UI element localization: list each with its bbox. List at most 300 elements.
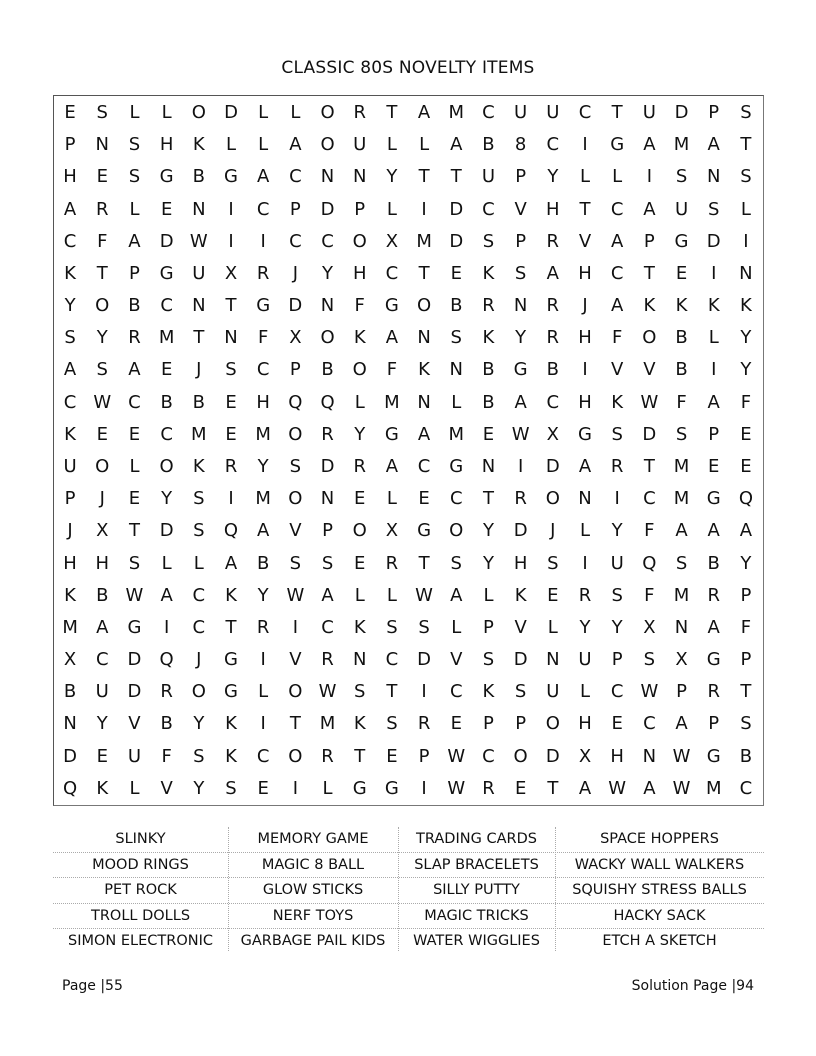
grid-letter[interactable]: A [578, 456, 592, 477]
grid-letter[interactable]: U [642, 102, 656, 123]
grid-letter[interactable]: N [417, 391, 431, 413]
grid-letter[interactable]: T [193, 327, 205, 349]
grid-letter[interactable]: W [672, 745, 691, 767]
grid-letter[interactable]: D [513, 649, 528, 671]
grid-letter[interactable]: S [482, 230, 495, 252]
grid-letter[interactable]: C [192, 584, 206, 606]
grid-letter[interactable]: M [673, 584, 690, 606]
grid-letter[interactable]: C [256, 359, 270, 381]
grid-letter[interactable]: L [579, 166, 591, 188]
grid-letter[interactable]: C [610, 198, 624, 220]
grid-letter[interactable]: Y [322, 262, 334, 284]
grid-letter[interactable]: C [321, 230, 334, 252]
grid-letter[interactable]: C [289, 166, 302, 188]
grid-letter[interactable]: M [255, 488, 271, 510]
grid-letter[interactable]: G [159, 262, 174, 284]
grid-letter[interactable]: T [643, 456, 655, 477]
grid-letter[interactable]: I [711, 262, 717, 284]
grid-letter[interactable]: J [99, 488, 105, 510]
grid-letter[interactable]: I [260, 230, 266, 252]
grid-letter[interactable]: I [582, 134, 588, 156]
grid-letter[interactable]: A [578, 777, 592, 799]
grid-letter[interactable]: E [675, 262, 688, 284]
grid-letter[interactable]: A [643, 777, 656, 799]
grid-letter[interactable]: G [706, 488, 721, 510]
grid-letter[interactable]: B [321, 359, 334, 381]
grid-letter[interactable]: S [128, 552, 141, 574]
grid-letter[interactable]: X [63, 649, 77, 671]
grid-letter[interactable]: X [96, 520, 109, 542]
grid-letter[interactable]: Y [96, 713, 108, 735]
grid-letter[interactable]: E [64, 102, 76, 123]
grid-letter[interactable]: A [643, 134, 656, 156]
grid-letter[interactable]: V [289, 520, 302, 542]
grid-letter[interactable]: I [614, 488, 620, 510]
grid-letter[interactable]: H [513, 552, 528, 574]
grid-letter[interactable]: O [352, 359, 367, 381]
grid-letter[interactable]: D [127, 649, 142, 671]
grid-letter[interactable]: U [610, 552, 624, 574]
grid-letter[interactable]: H [578, 713, 592, 735]
grid-letter[interactable]: R [546, 327, 560, 349]
grid-letter[interactable]: T [418, 166, 430, 188]
grid-letter[interactable]: B [160, 391, 173, 413]
grid-letter[interactable]: N [481, 456, 496, 477]
grid-letter[interactable]: H [352, 262, 367, 284]
grid-letter[interactable]: S [675, 166, 688, 188]
grid-letter[interactable]: W [189, 230, 208, 252]
grid-letter[interactable]: O [352, 230, 367, 252]
grid-letter[interactable]: A [611, 295, 624, 317]
grid-letter[interactable]: I [517, 456, 524, 477]
grid-letter[interactable]: Q [288, 391, 303, 413]
grid-letter[interactable]: G [224, 681, 238, 703]
grid-letter[interactable]: D [642, 423, 657, 445]
grid-letter[interactable]: C [417, 456, 431, 477]
grid-letter[interactable]: E [96, 745, 108, 767]
grid-letter[interactable]: D [545, 745, 560, 767]
grid-letter[interactable]: R [256, 616, 270, 638]
grid-letter[interactable]: S [611, 584, 623, 606]
grid-letter[interactable]: L [129, 777, 140, 799]
grid-letter[interactable]: W [447, 777, 466, 799]
grid-letter[interactable]: B [96, 584, 109, 606]
grid-letter[interactable]: H [159, 134, 174, 156]
grid-letter[interactable]: Y [740, 327, 752, 349]
grid-letter[interactable]: D [159, 520, 174, 542]
grid-letter[interactable]: U [514, 102, 528, 123]
grid-letter[interactable]: A [63, 359, 77, 381]
grid-letter[interactable]: N [513, 295, 528, 317]
grid-letter[interactable]: S [128, 134, 141, 156]
grid-letter[interactable]: R [321, 649, 334, 671]
grid-letter[interactable]: D [417, 649, 432, 671]
grid-letter[interactable]: M [255, 423, 271, 445]
grid-letter[interactable]: M [673, 134, 690, 156]
grid-letter[interactable]: E [740, 423, 752, 445]
grid-letter[interactable]: W [447, 745, 466, 767]
grid-letter[interactable]: F [611, 327, 623, 349]
grid-letter[interactable]: B [482, 391, 495, 413]
grid-letter[interactable]: X [675, 649, 688, 671]
grid-letter[interactable]: C [449, 488, 463, 510]
grid-letter[interactable]: A [160, 584, 173, 606]
grid-letter[interactable]: L [161, 102, 172, 123]
grid-letter[interactable]: O [545, 488, 560, 510]
grid-letter[interactable]: W [286, 584, 305, 606]
grid-letter[interactable]: L [579, 520, 591, 542]
grid-letter[interactable]: Y [386, 166, 398, 188]
grid-letter[interactable]: E [547, 584, 559, 606]
grid-letter[interactable]: O [320, 102, 335, 123]
grid-letter[interactable]: P [708, 423, 720, 445]
grid-letter[interactable]: C [739, 777, 753, 799]
grid-letter[interactable]: E [611, 713, 623, 735]
grid-letter[interactable]: T [225, 616, 237, 638]
grid-letter[interactable]: S [740, 713, 752, 735]
grid-letter[interactable]: A [96, 616, 109, 638]
grid-letter[interactable]: G [449, 456, 464, 477]
grid-letter[interactable]: C [610, 262, 624, 284]
grid-letter[interactable]: X [643, 616, 656, 638]
grid-letter[interactable]: K [707, 295, 720, 317]
grid-letter[interactable]: X [289, 327, 302, 349]
grid-letter[interactable]: S [64, 327, 76, 349]
grid-letter[interactable]: M [673, 456, 690, 477]
grid-letter[interactable]: O [513, 745, 528, 767]
grid-letter[interactable]: Q [62, 777, 78, 799]
grid-letter[interactable]: I [582, 359, 588, 381]
grid-letter[interactable]: C [482, 198, 495, 220]
grid-letter[interactable]: B [160, 713, 173, 735]
grid-letter[interactable]: T [418, 552, 430, 574]
grid-letter[interactable]: P [515, 166, 527, 188]
grid-letter[interactable]: T [611, 102, 623, 123]
grid-letter[interactable]: W [415, 584, 433, 606]
grid-letter[interactable]: R [546, 295, 560, 317]
grid-letter[interactable]: V [643, 359, 656, 381]
grid-letter[interactable]: R [707, 584, 720, 606]
grid-letter[interactable]: G [224, 649, 238, 671]
grid-letter[interactable]: C [482, 102, 495, 123]
grid-letter[interactable]: W [318, 681, 337, 703]
grid-letter[interactable]: A [450, 584, 463, 606]
grid-letter[interactable]: N [192, 295, 206, 317]
grid-letter[interactable]: O [288, 681, 303, 703]
grid-letter[interactable]: M [191, 423, 207, 445]
grid-letter[interactable]: L [129, 456, 140, 477]
grid-letter[interactable]: P [354, 198, 366, 220]
grid-letter[interactable]: S [354, 681, 366, 703]
grid-letter[interactable]: N [63, 713, 77, 735]
grid-letter[interactable]: H [63, 552, 77, 574]
grid-letter[interactable]: A [128, 230, 141, 252]
grid-letter[interactable]: V [611, 359, 624, 381]
grid-letter[interactable]: G [384, 423, 399, 445]
grid-letter[interactable]: F [740, 391, 752, 413]
grid-letter[interactable]: E [128, 423, 141, 445]
grid-letter[interactable]: T [450, 166, 462, 188]
grid-letter[interactable]: E [225, 423, 237, 445]
grid-letter[interactable]: N [95, 134, 109, 156]
grid-letter[interactable]: N [417, 327, 431, 349]
grid-letter[interactable]: O [95, 456, 110, 477]
grid-letter[interactable]: S [675, 552, 688, 574]
grid-letter[interactable]: D [224, 102, 238, 123]
grid-letter[interactable]: Q [159, 649, 174, 671]
grid-letter[interactable]: C [128, 391, 141, 413]
grid-letter[interactable]: T [579, 198, 591, 220]
grid-letter[interactable]: D [288, 295, 303, 317]
grid-letter[interactable]: A [128, 359, 141, 381]
grid-letter[interactable]: L [193, 552, 204, 574]
grid-letter[interactable]: T [547, 777, 559, 799]
grid-letter[interactable]: K [353, 616, 366, 638]
grid-letter[interactable]: A [321, 584, 334, 606]
grid-letter[interactable]: V [160, 777, 173, 799]
grid-letter[interactable]: S [418, 616, 430, 638]
grid-letter[interactable]: L [386, 198, 397, 220]
grid-letter[interactable]: C [95, 649, 109, 671]
grid-letter[interactable]: P [418, 745, 430, 767]
grid-letter[interactable]: A [417, 102, 431, 123]
grid-letter[interactable]: E [160, 198, 173, 220]
grid-letter[interactable]: L [161, 552, 172, 574]
grid-letter[interactable]: K [418, 359, 430, 381]
grid-letter[interactable]: R [96, 198, 109, 220]
grid-letter[interactable]: O [288, 423, 303, 445]
grid-letter[interactable]: F [644, 520, 655, 542]
grid-letter[interactable]: R [482, 777, 495, 799]
grid-letter[interactable]: L [129, 102, 140, 123]
grid-letter[interactable]: M [416, 230, 432, 252]
grid-letter[interactable]: K [225, 745, 237, 767]
grid-letter[interactable]: G [417, 520, 432, 542]
grid-letter[interactable]: F [161, 745, 172, 767]
grid-letter[interactable]: S [289, 456, 302, 477]
grid-letter[interactable]: P [483, 713, 494, 735]
grid-letter[interactable]: K [96, 777, 109, 799]
grid-letter[interactable]: D [320, 456, 335, 477]
grid-letter[interactable]: U [353, 134, 367, 156]
grid-letter[interactable]: S [193, 520, 205, 542]
grid-letter[interactable]: B [482, 359, 495, 381]
grid-letter[interactable]: L [258, 681, 269, 703]
grid-letter[interactable]: U [674, 198, 689, 220]
grid-letter[interactable]: O [191, 681, 206, 703]
grid-letter[interactable]: M [158, 327, 175, 349]
grid-letter[interactable]: I [228, 488, 234, 510]
grid-letter[interactable]: T [96, 262, 108, 284]
grid-letter[interactable]: I [421, 777, 427, 799]
grid-letter[interactable]: G [578, 423, 592, 445]
grid-letter[interactable]: O [288, 745, 303, 767]
grid-letter[interactable]: N [352, 649, 367, 671]
grid-letter[interactable]: X [224, 262, 238, 284]
grid-letter[interactable]: P [289, 198, 301, 220]
grid-letter[interactable]: L [740, 198, 751, 220]
grid-letter[interactable]: A [546, 262, 559, 284]
grid-letter[interactable]: Q [320, 391, 335, 413]
grid-letter[interactable]: J [582, 295, 588, 317]
grid-letter[interactable]: R [578, 584, 592, 606]
grid-letter[interactable]: G [352, 777, 367, 799]
grid-letter[interactable]: E [354, 552, 366, 574]
grid-letter[interactable]: L [483, 584, 494, 606]
grid-letter[interactable]: S [450, 327, 462, 349]
grid-letter[interactable]: A [707, 616, 720, 638]
grid-letter[interactable]: R [224, 456, 238, 477]
grid-letter[interactable]: K [192, 134, 205, 156]
grid-letter[interactable]: A [514, 391, 527, 413]
grid-letter[interactable]: N [320, 166, 335, 188]
grid-letter[interactable]: K [740, 295, 752, 317]
grid-letter[interactable]: Y [193, 713, 205, 735]
grid-letter[interactable]: C [610, 681, 624, 703]
grid-letter[interactable]: P [64, 488, 76, 510]
grid-letter[interactable]: K [353, 713, 366, 735]
grid-letter[interactable]: C [160, 423, 173, 445]
grid-letter[interactable]: C [385, 262, 399, 284]
grid-letter[interactable]: B [482, 134, 495, 156]
grid-letter[interactable]: K [643, 295, 656, 317]
grid-letter[interactable]: M [705, 777, 722, 799]
grid-letter[interactable]: L [354, 391, 365, 413]
grid-letter[interactable]: D [449, 198, 464, 220]
grid-letter[interactable]: R [160, 681, 173, 703]
grid-letter[interactable]: R [321, 423, 334, 445]
grid-letter[interactable]: D [706, 230, 721, 252]
grid-letter[interactable]: L [322, 777, 333, 799]
grid-letter[interactable]: A [739, 520, 753, 542]
grid-letter[interactable]: Q [642, 552, 657, 574]
grid-letter[interactable]: L [258, 102, 269, 123]
grid-letter[interactable]: U [127, 745, 142, 767]
grid-letter[interactable]: S [225, 777, 237, 799]
grid-letter[interactable]: Y [611, 520, 623, 542]
grid-letter[interactable]: K [64, 423, 76, 445]
grid-letter[interactable]: R [385, 552, 399, 574]
grid-letter[interactable]: C [546, 134, 560, 156]
grid-letter[interactable]: T [386, 681, 398, 703]
grid-letter[interactable]: O [320, 327, 335, 349]
grid-letter[interactable]: B [256, 552, 270, 574]
grid-letter[interactable]: G [610, 134, 625, 156]
grid-letter[interactable]: C [289, 230, 302, 252]
grid-letter[interactable]: X [385, 230, 399, 252]
grid-letter[interactable]: M [448, 102, 465, 123]
grid-letter[interactable]: K [64, 262, 76, 284]
grid-letter[interactable]: C [385, 649, 399, 671]
grid-letter[interactable]: N [352, 166, 367, 188]
grid-letter[interactable]: L [290, 102, 301, 123]
grid-letter[interactable]: E [450, 713, 462, 735]
grid-letter[interactable]: D [159, 230, 174, 252]
grid-letter[interactable]: M [319, 713, 336, 735]
grid-letter[interactable]: V [514, 616, 527, 638]
grid-letter[interactable]: V [450, 649, 463, 671]
grid-letter[interactable]: C [643, 488, 656, 510]
grid-letter[interactable]: O [352, 520, 367, 542]
grid-letter[interactable]: T [740, 134, 752, 156]
grid-letter[interactable]: Y [193, 777, 205, 799]
grid-letter[interactable]: L [386, 584, 397, 606]
grid-letter[interactable]: A [707, 520, 720, 542]
grid-letter[interactable]: E [708, 456, 720, 477]
grid-letter[interactable]: Y [515, 327, 527, 349]
grid-letter[interactable]: A [707, 134, 720, 156]
grid-letter[interactable]: G [706, 649, 721, 671]
grid-letter[interactable]: A [675, 520, 688, 542]
grid-letter[interactable]: L [612, 166, 623, 188]
grid-letter[interactable]: R [128, 327, 141, 349]
grid-letter[interactable]: U [481, 166, 496, 188]
grid-letter[interactable]: Y [257, 584, 269, 606]
grid-letter[interactable]: A [289, 134, 302, 156]
grid-letter[interactable]: U [95, 681, 109, 703]
grid-letter[interactable]: F [257, 327, 269, 349]
grid-letter[interactable]: G [159, 166, 174, 188]
grid-letter[interactable]: K [482, 327, 495, 349]
grid-letter[interactable]: C [578, 102, 592, 123]
grid-letter[interactable]: B [192, 166, 205, 188]
grid-letter[interactable]: T [225, 295, 237, 317]
grid-letter[interactable]: F [386, 359, 398, 381]
grid-letter[interactable]: S [289, 552, 302, 574]
grid-letter[interactable]: N [320, 488, 335, 510]
grid-letter[interactable]: A [385, 456, 399, 477]
grid-letter[interactable]: S [96, 102, 108, 123]
grid-letter[interactable]: Y [96, 327, 108, 349]
grid-letter[interactable]: U [546, 102, 560, 123]
grid-letter[interactable]: H [578, 262, 592, 284]
grid-letter[interactable]: R [707, 681, 720, 703]
grid-letter[interactable]: A [257, 166, 270, 188]
grid-letter[interactable]: H [578, 391, 592, 413]
grid-letter[interactable]: Y [64, 295, 76, 317]
grid-letter[interactable]: J [550, 520, 556, 542]
grid-letter[interactable]: N [224, 327, 238, 349]
grid-letter[interactable]: L [354, 584, 365, 606]
grid-letter[interactable]: M [448, 423, 465, 445]
grid-letter[interactable]: L [451, 616, 462, 638]
grid-letter[interactable]: C [63, 391, 77, 413]
grid-letter[interactable]: G [706, 745, 721, 767]
grid-letter[interactable]: B [546, 359, 559, 381]
grid-letter[interactable]: N [642, 745, 657, 767]
grid-letter[interactable]: E [386, 745, 398, 767]
grid-letter[interactable]: C [546, 391, 560, 413]
grid-letter[interactable]: V [289, 649, 302, 671]
grid-letter[interactable]: T [354, 745, 366, 767]
grid-letter[interactable]: G [256, 295, 271, 317]
grid-letter[interactable]: T [386, 102, 398, 123]
grid-letter[interactable]: L [547, 616, 558, 638]
grid-letter[interactable]: A [707, 391, 720, 413]
grid-letter[interactable]: R [482, 295, 495, 317]
grid-letter[interactable]: I [711, 359, 717, 381]
grid-letter[interactable]: O [320, 134, 335, 156]
grid-letter[interactable]: L [419, 134, 430, 156]
grid-letter[interactable]: L [386, 134, 397, 156]
grid-letter[interactable]: S [643, 649, 656, 671]
grid-letter[interactable]: S [193, 488, 205, 510]
grid-letter[interactable]: D [545, 456, 560, 477]
grid-letter[interactable]: I [228, 198, 234, 220]
grid-letter[interactable]: D [63, 745, 78, 767]
grid-letter[interactable]: A [257, 520, 270, 542]
grid-letter[interactable]: O [159, 456, 174, 477]
